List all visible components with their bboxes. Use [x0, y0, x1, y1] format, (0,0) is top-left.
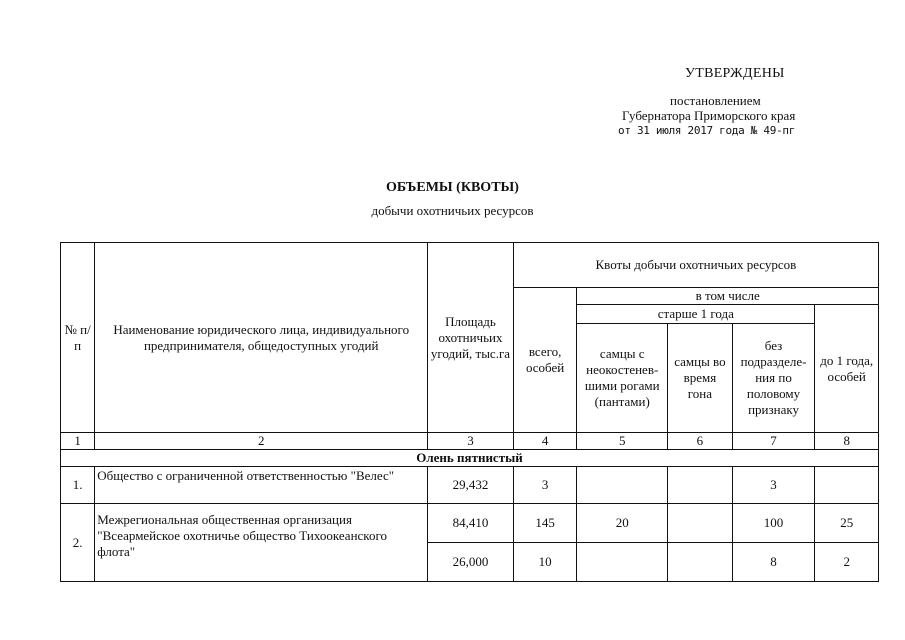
header-name: Наименование юридического лица, индивидуального предпринимателя, общедоступных угодий	[95, 243, 428, 433]
column-number: 6	[668, 433, 733, 450]
header-including: в том числе	[577, 288, 879, 305]
header-quota-group: Квоты добычи охотничьих ресурсов	[513, 243, 878, 288]
column-number: 8	[815, 433, 879, 450]
column-number: 2	[95, 433, 428, 450]
table-row	[61, 467, 879, 504]
header-males-rut: самцы во время гона	[668, 324, 733, 433]
header-total: всего, особей	[513, 288, 577, 433]
approval-line-decree: постановлением	[670, 93, 761, 108]
row-name: Межрегиональная общественная организация "Всеармейское охотничье общество Тихоокеанского флота"	[95, 504, 428, 582]
row-males-antlers	[577, 543, 668, 582]
column-number: 5	[577, 433, 668, 450]
row-name: Общество с ограниченной ответственностью "Велес"	[95, 467, 428, 504]
section-title: Олень пятнистый	[61, 450, 879, 467]
quota-table	[60, 242, 879, 582]
approval-line-governor: Губернатора Приморского края	[622, 108, 796, 123]
document-title: ОБЪЕМЫ (КВОТЫ)	[386, 180, 519, 195]
row-males-antlers	[577, 467, 668, 504]
header-num: № п/п	[61, 243, 95, 433]
header-under-1y: до 1 года, особей	[815, 305, 879, 433]
row-area: 26,000	[428, 543, 514, 582]
row-total: 145	[513, 504, 577, 543]
row-no-sex: 3	[732, 467, 815, 504]
row-area: 84,410	[428, 504, 514, 543]
column-number-row	[61, 433, 879, 450]
row-no-sex: 100	[732, 504, 815, 543]
row-males-antlers: 20	[577, 504, 668, 543]
column-number: 7	[732, 433, 815, 450]
row-under-1y	[815, 467, 879, 504]
row-males-rut	[668, 467, 733, 504]
document-subtitle: добычи охотничьих ресурсов	[371, 203, 534, 218]
header-no-sex: без подразделе-ния по половому признаку	[732, 324, 815, 433]
approval-line-date: от 31 июля 2017 года № 49-пг	[618, 124, 796, 137]
row-under-1y: 2	[815, 543, 879, 582]
header-males-antlers: самцы с неокостенев-шими рогами (пантами)	[577, 324, 668, 433]
header-area: Площадь охотничьих угодий, тыс.га	[428, 243, 514, 433]
table-row	[61, 504, 879, 543]
column-number: 4	[513, 433, 577, 450]
header-older-1y: старше 1 года	[577, 305, 815, 324]
column-number: 3	[428, 433, 514, 450]
row-no-sex: 8	[732, 543, 815, 582]
row-total: 3	[513, 467, 577, 504]
row-total: 10	[513, 543, 577, 582]
row-num: 1.	[61, 467, 95, 504]
column-number: 1	[61, 433, 95, 450]
row-under-1y: 25	[815, 504, 879, 543]
row-males-rut	[668, 504, 733, 543]
row-num: 2.	[61, 504, 95, 582]
approval-title: УТВЕРЖДЕНЫ	[685, 66, 785, 81]
row-area: 29,432	[428, 467, 514, 504]
row-males-rut	[668, 543, 733, 582]
